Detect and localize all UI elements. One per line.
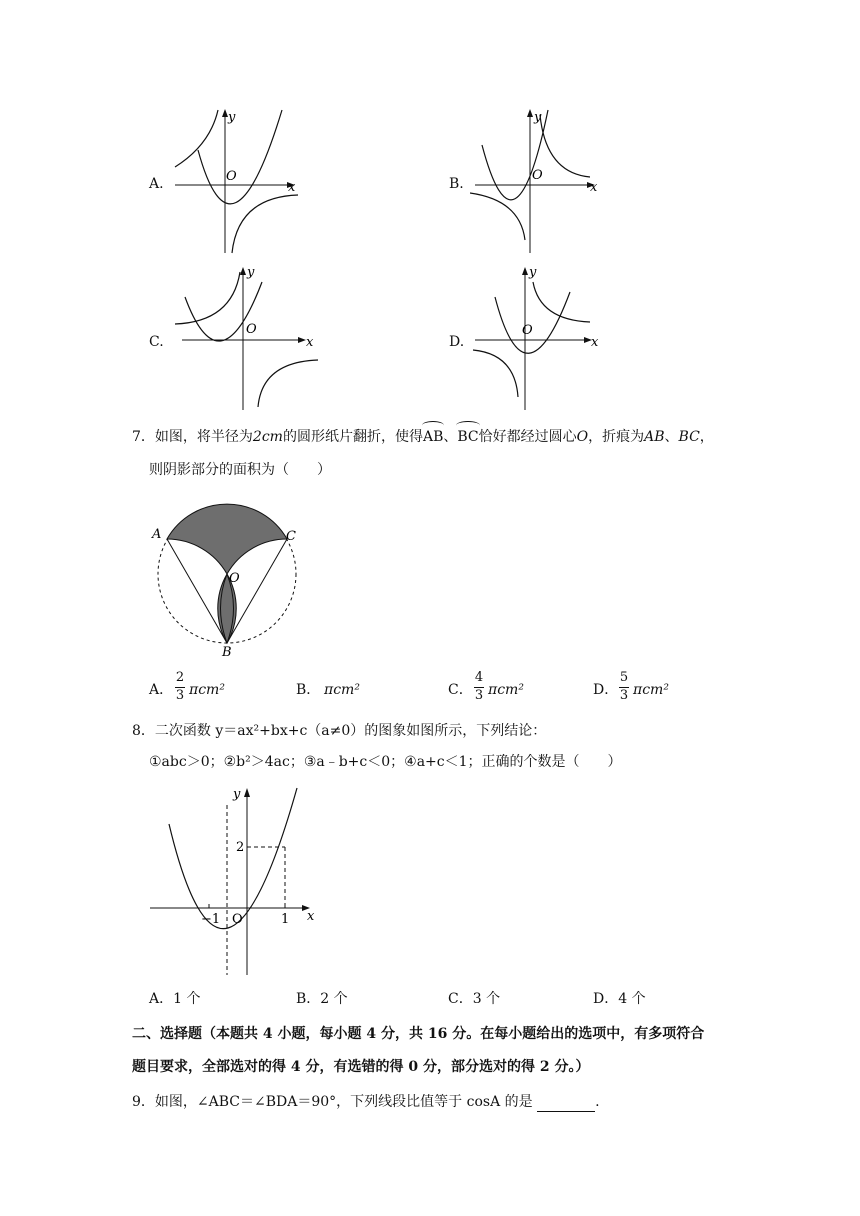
frac-num: 2 (175, 670, 185, 685)
q8-stem-line1: 8．二次函数 y＝ax²+bx+c（a≠0）的图象如图所示，下列结论： (132, 723, 547, 739)
q6-option-a-label: A. (149, 176, 164, 192)
option-label: C． (448, 991, 473, 1007)
q7-stem-line1 (132, 427, 714, 447)
origin-label: O (246, 322, 257, 337)
option-text: 1 个 (173, 991, 201, 1007)
origin-label: O (232, 912, 243, 927)
frac-den: 3 (175, 688, 185, 703)
y-tick-2: 2 (236, 840, 245, 855)
option-label: B． (296, 991, 321, 1007)
q7-crease-ab: AB (644, 429, 665, 445)
frac-num: 5 (619, 670, 629, 685)
axis-x-label: x (591, 335, 599, 350)
option-text: 4 个 (618, 991, 646, 1007)
q6-option-c-label: C. (149, 334, 164, 350)
option-label: C． (448, 682, 473, 698)
q7-arc-ab: AB (422, 429, 444, 445)
q7-arc-bc: BC (457, 429, 479, 445)
q7-option-c[interactable] (448, 671, 568, 705)
q6-graph-d (470, 262, 605, 412)
q7-stem-line2: 则阴影部分的面积为（ ） (149, 462, 331, 478)
option-unit: πcm² (488, 682, 524, 698)
axis-y-label: y (529, 265, 537, 280)
origin-label: O (522, 323, 533, 338)
point-c-label: C (286, 529, 296, 544)
q8-option-d[interactable] (593, 989, 646, 1009)
q6-option-b-label: B. (449, 176, 464, 192)
frac-num: 4 (474, 670, 484, 685)
q9-text: 9．如图，∠ABC＝∠BDA＝90°，下列线段比值等于 cosA 的是 (132, 1094, 533, 1110)
origin-label: O (226, 169, 237, 184)
option-label: D． (593, 991, 619, 1007)
q6-option-d-label: D. (449, 334, 465, 350)
origin-label: O (532, 168, 543, 183)
axis-y-label: y (247, 265, 255, 280)
q7-option-a[interactable] (149, 671, 269, 705)
option-label: A． (149, 991, 174, 1007)
point-a-label: A (152, 527, 162, 542)
q8-option-c[interactable] (448, 989, 500, 1009)
option-text: 2 个 (320, 991, 348, 1007)
frac-den: 3 (619, 688, 629, 703)
option-unit: πcm² (633, 682, 669, 698)
option-label: B． (296, 682, 321, 698)
frac-den: 3 (474, 688, 484, 703)
q7-sep: 、 (443, 429, 458, 445)
q9-end: . (595, 1094, 600, 1110)
option-unit: πcm² (189, 682, 225, 698)
x-tick-1: 1 (281, 912, 290, 927)
axis-x-label: x (307, 909, 315, 924)
q7-radius: 2cm (252, 429, 283, 445)
q7-text-f: ，折痕为 (588, 429, 645, 445)
axis-x-label: x (590, 180, 598, 195)
section2-heading-line2: 题目要求，全部选对的得 4 分，有选错的得 0 分，部分选对的得 2 分。） (132, 1059, 590, 1075)
option-label: D． (593, 682, 619, 698)
q6-graph-c (170, 262, 320, 412)
axis-y-label: y (228, 110, 236, 125)
option-label: A． (149, 682, 174, 698)
section2-heading-line1: 二、选择题（本题共 4 小题，每小题 4 分，共 16 分。在每小题给出的选项中，有多项符合 (132, 1026, 705, 1042)
q9-answer-blank[interactable] (537, 1097, 595, 1112)
axis-y-label: y (534, 110, 542, 125)
axis-y-label: y (233, 787, 241, 802)
point-o-label: O (229, 571, 240, 586)
q7-center-o: O (576, 429, 589, 445)
q7-crease-bc: BC (678, 429, 700, 445)
q7-text-c: 的圆形纸片翻折，使得 (282, 429, 423, 445)
q6-graph-a (170, 105, 305, 255)
q8-option-b[interactable] (296, 989, 348, 1009)
q8-stem-line2: ①abc＞0；②b²＞4ac；③a﹣b+c＜0；④a+c＜1；正确的个数是（ ） (149, 754, 622, 770)
q6-graph-b (470, 105, 605, 255)
axis-x-label: x (288, 180, 296, 195)
option-unit: πcm² (324, 682, 360, 698)
q7-option-b[interactable] (296, 671, 416, 705)
q7-option-d[interactable] (593, 671, 713, 705)
q7-text-d: 恰好都经过圆心 (478, 429, 577, 445)
q8-option-a[interactable] (149, 989, 200, 1009)
q7-text-h: 、 (664, 429, 679, 445)
x-tick-neg1: −1 (201, 912, 221, 927)
q9-stem (132, 1092, 600, 1112)
point-b-label: B (222, 645, 232, 660)
q8-figure (145, 780, 325, 980)
q7-figure (148, 490, 308, 660)
q7-text-a: 7．如图，将半径为 (132, 429, 253, 445)
option-text: 3 个 (472, 991, 501, 1007)
axis-x-label: x (306, 335, 314, 350)
q7-text-j: ， (699, 429, 714, 445)
